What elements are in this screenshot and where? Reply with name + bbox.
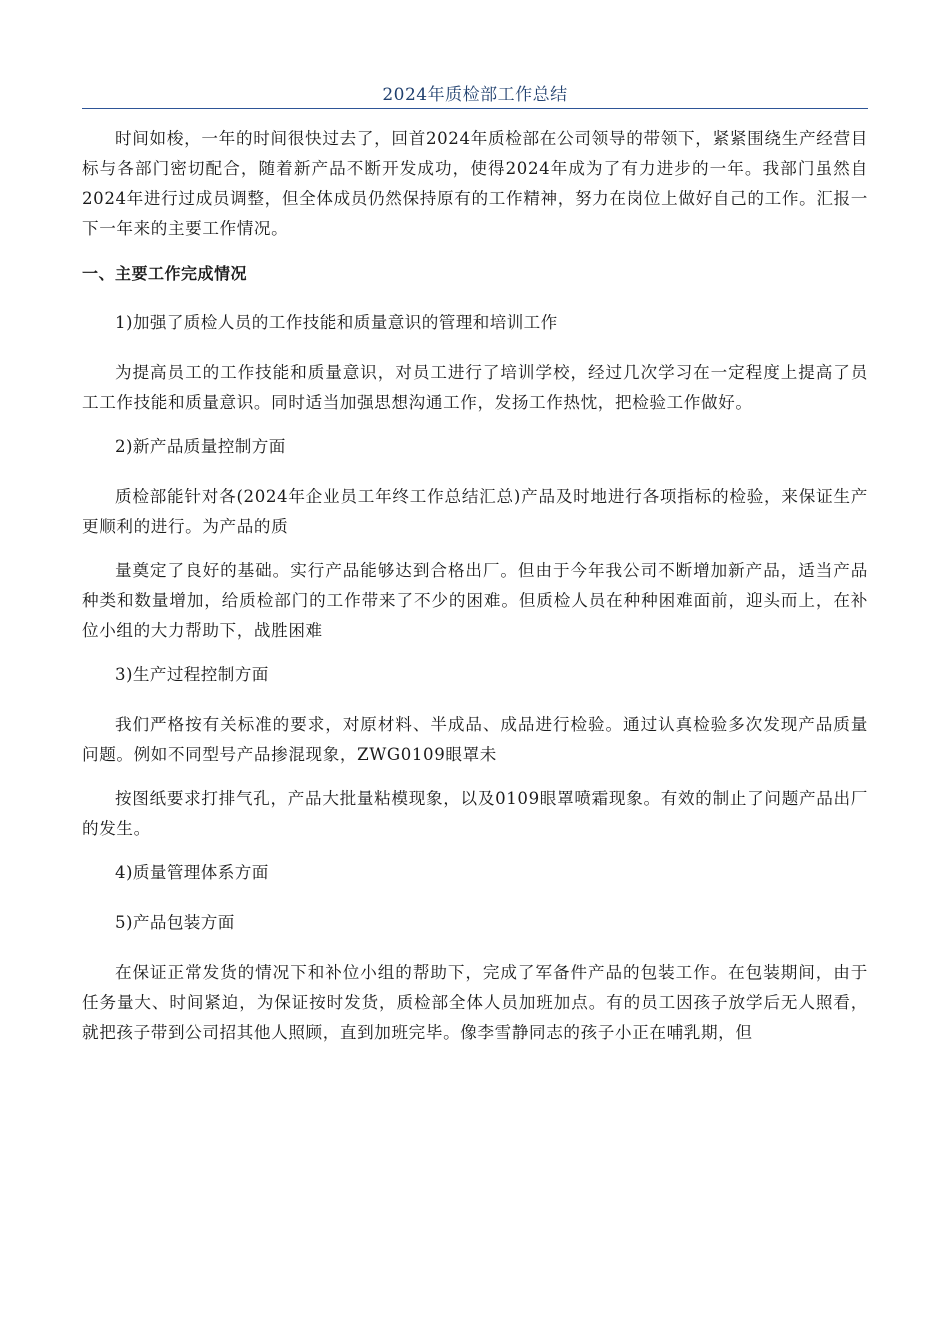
item-2-paragraph-a: 质检部能针对各(2024年企业员工年终工作总结汇总)产品及时地进行各项指标的检验，来保证生产更顺利的进行。为产品的质 — [82, 487, 868, 536]
section-heading-main-work: 一、主要工作完成情况 — [82, 264, 248, 283]
intro-paragraph: 时间如梭，一年的时间很快过去了，回首2024年质检部在公司领导的带领下，紧紧围绕生产经营目标与各部门密切配合，随着新产品不断开发成功，使得2024年成为了有力进步的一年。我部门虽然自2024年进行过成员调整，但全体成员仍然保持原有的工作精神，努力在岗位上做好自己的工作。汇报一下一年来的主要工作情况。 — [82, 129, 868, 238]
item-5-title: 5)产品包装方面 — [115, 913, 235, 932]
item-1-title: 1)加强了质检人员的工作技能和质量意识的管理和培训工作 — [115, 313, 558, 332]
document-body — [82, 124, 868, 1062]
title-underline — [82, 108, 868, 109]
item-3-paragraph-b: 按图纸要求打排气孔，产品大批量粘模现象，以及0109眼罩喷霜现象。有效的制止了问题产品出厂的发生。 — [82, 789, 868, 838]
item-2-title: 2)新产品质量控制方面 — [115, 437, 286, 456]
item-3-paragraph-a: 我们严格按有关标准的要求，对原材料、半成品、成品进行检验。通过认真检验多次发现产品质量问题。例如不同型号产品掺混现象，ZWG0109眼罩未 — [82, 715, 868, 764]
document-title: 2024年质检部工作总结 — [382, 85, 568, 105]
item-1-paragraph: 为提高员工的工作技能和质量意识，对员工进行了培训学校，经过几次学习在一定程度上提高了员工工作技能和质量意识。同时适当加强思想沟通工作，发扬工作热忱，把检验工作做好。 — [82, 363, 868, 412]
item-5-paragraph: 在保证正常发货的情况下和补位小组的帮助下，完成了军备件产品的包装工作。在包装期间，由于任务量大、时间紧迫，为保证按时发货，质检部全体人员加班加点。有的员工因孩子放学后无人照看，就把孩子带到公司招其他人照顾，直到加班完毕。像李雪静同志的孩子小正在哺乳期，但 — [82, 963, 868, 1042]
item-4-title: 4)质量管理体系方面 — [115, 863, 269, 882]
item-2-paragraph-b: 量奠定了良好的基础。实行产品能够达到合格出厂。但由于今年我公司不断增加新产品，适当产品种类和数量增加，给质检部门的工作带来了不少的困难。但质检人员在种种困难面前，迎头而上，在补位小组的大力帮助下，战胜困难 — [82, 561, 868, 640]
item-3-title: 3)生产过程控制方面 — [115, 665, 269, 684]
